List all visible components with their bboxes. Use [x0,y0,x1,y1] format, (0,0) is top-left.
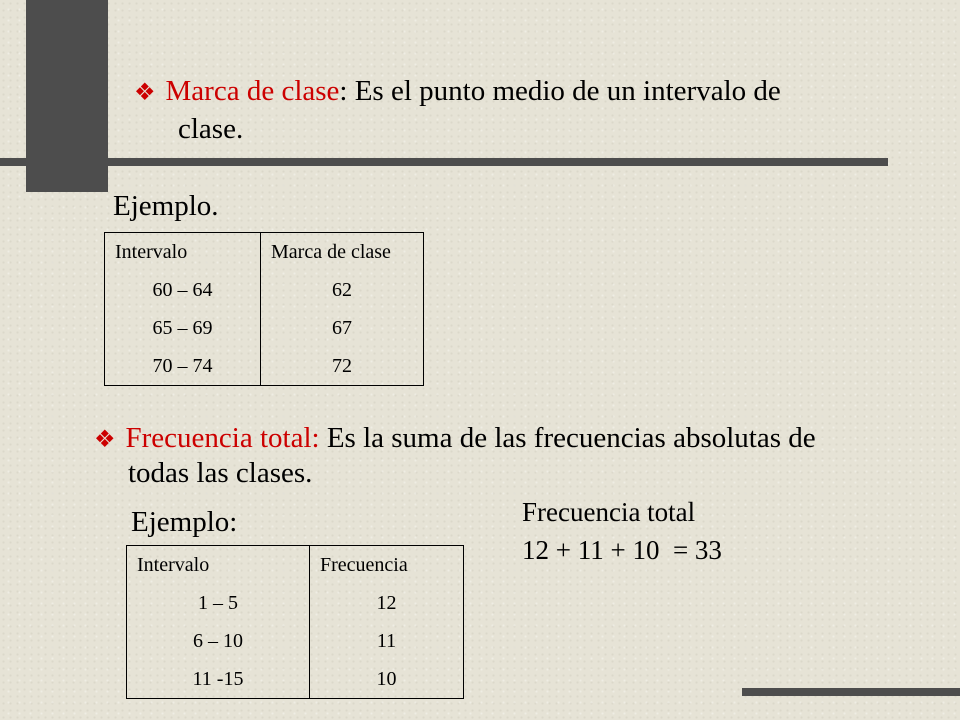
table-row [127,660,464,699]
header-marca-de-clase: Marca de clase [271,240,391,263]
header-frecuencia: Frecuencia [320,553,408,576]
table-row [127,584,464,622]
total-formula: 12 + 11 + 10 = 33 [522,535,722,565]
cell-intervalo: 11 -15 [127,660,310,699]
cell-intervalo: 1 – 5 [127,584,310,622]
term-frecuencia-total: Frecuencia total: [125,422,320,454]
example-label-1: Ejemplo. [113,190,219,222]
definition-text-line1: : Es el punto medio de un intervalo de [339,75,781,107]
term-marca-de-clase: Marca de clase [165,75,340,107]
header-intervalo: Intervalo [127,546,310,585]
definition-marca-de-clase [134,74,894,110]
example-label-2: Ejemplo: [131,506,238,538]
cell-marca: 72 [332,354,352,377]
table-row [105,271,424,309]
decorative-bar-bottom [742,688,960,696]
cell-frecuencia: 11 [376,629,397,652]
cell-intervalo: 6 – 10 [127,622,310,660]
table-header-row [105,233,424,272]
cell-marca: 67 [332,316,352,339]
cell-intervalo: 70 – 74 [105,347,261,386]
cell-marca: 62 [332,278,352,301]
table-frecuencia [126,545,464,699]
definition-text-line1: Es la suma de las frecuencias absolutas de [319,422,816,454]
cell-frecuencia: 12 [376,591,397,614]
table-marca-de-clase [104,232,424,386]
cell-intervalo: 65 – 69 [105,309,261,347]
cell-intervalo: 60 – 64 [105,271,261,309]
table-row [127,622,464,660]
definition-frecuencia-total [94,421,914,457]
table-row [105,347,424,386]
cell-frecuencia: 10 [376,667,397,690]
definition-text-line2: todas las clases. [128,457,313,489]
definition-text-line2: clase. [178,113,244,145]
header-intervalo: Intervalo [105,233,261,272]
total-label: Frecuencia total [522,497,696,527]
table-row [105,309,424,347]
decorative-bar-top [0,158,888,166]
diamond-bullet-icon: ❖ [134,80,156,106]
diamond-bullet-icon: ❖ [94,427,116,453]
table-header-row [127,546,464,585]
